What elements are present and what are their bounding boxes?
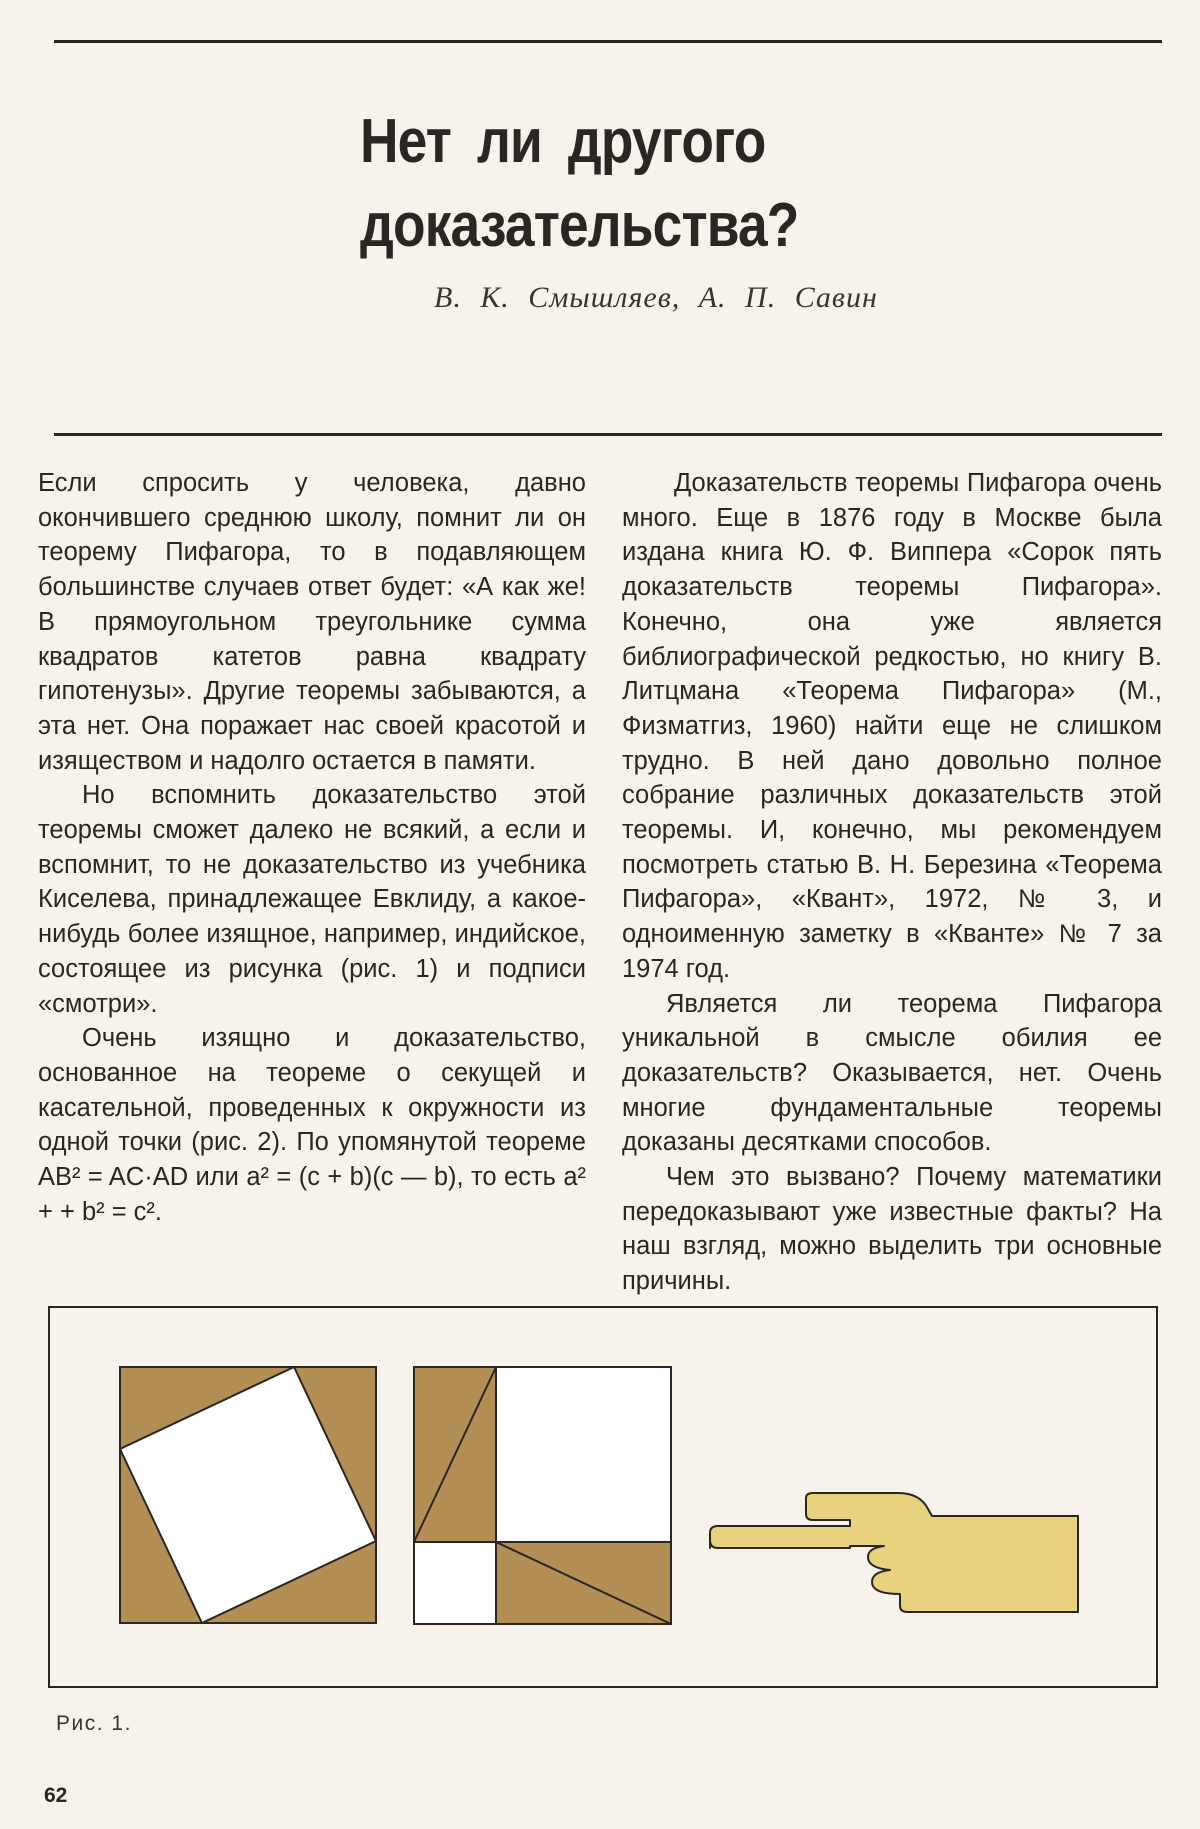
article-authors: В. К. Смышляев, А. П. Савин bbox=[434, 281, 878, 314]
right-column bbox=[622, 466, 1162, 1299]
tilted-square-diagram bbox=[120, 1367, 376, 1623]
header-rule bbox=[54, 433, 1162, 436]
left-column bbox=[38, 466, 586, 1229]
figure-1-frame bbox=[48, 1306, 1158, 1688]
rearranged-squares-diagram bbox=[414, 1367, 671, 1624]
left-paragraph-2: Но вспомнить доказательство этой теоремы сможет далеко не всякий, а если и вспомнит, то не доказательство из учебника Киселева, принадлежащее Евклиду, а какое-нибудь более изящное, например, индийское, состоящее из рисунка (рис. 1) и подписи «смотри». bbox=[38, 781, 586, 1018]
title-line-1: Нет ли другого bbox=[360, 107, 766, 176]
figure-1-illustration bbox=[50, 1308, 1156, 1686]
square-a-squared bbox=[496, 1367, 671, 1542]
title-line-2: доказательства? bbox=[360, 191, 799, 260]
right-paragraph-1: Доказательств теоремы Пифагора очень много. Еще в 1876 году в Москве была издана книга Ю. Ф. Виппера «Сорок пять доказательств теоремы Пифагора». Конечно, она уже является библиографической редкостью, но книгу В. Литцмана «Теорема Пифагора» (М., Физматгиз, 1960) найти еще не слишком трудно. В ней дано довольно полное собрание различных доказательств этой теоремы. И, конечно, мы рекомендуем посмотреть статью В. Н. Березина «Теорема Пифагора», «Квант», 1972, № 3, и одноименную заметку в «Кванте» № 7 за 1974 год. bbox=[622, 469, 1162, 983]
square-b-squared bbox=[414, 1542, 496, 1624]
right-paragraph-3: Чем это вызвано? Почему математики передоказывают уже известные факты? На наш взгляд, можно выделить три основные причины. bbox=[622, 1163, 1162, 1296]
top-rule bbox=[54, 40, 1162, 43]
page-number: 62 bbox=[44, 1784, 68, 1807]
hand-shape bbox=[710, 1493, 1078, 1612]
figure-caption: Рис. 1. bbox=[56, 1712, 132, 1735]
pointing-hand-icon bbox=[710, 1493, 1078, 1612]
article-title bbox=[360, 100, 876, 268]
right-paragraph-2: Является ли теорема Пифагора уникальной в смысле обилия ее доказательств? Оказывается, нет. Очень многие фундаментальные теоремы доказаны десятками способов. bbox=[622, 989, 1162, 1157]
left-paragraph-3: Очень изящно и доказательство, основанное на теореме о секущей и касательной, проведенных к окружности из одной точки (рис. 2). По упомянутой теореме AB² = AC·AD или a² = (c + b)(c — b), то есть a² + + b² = c². bbox=[38, 1024, 586, 1226]
left-paragraph-1: Если спросить у человека, давно окончившего среднюю школу, помнит ли он теорему Пифагора, то в подавляющем большинстве случаев ответ будет: «А как же! В прямоугольном треугольнике сумма квадратов катетов равна квадрату гипотенузы». Другие теоремы забываются, а эта нет. Она поражает нас своей красотой и изяществом и надолго остается в памяти. bbox=[38, 469, 586, 775]
